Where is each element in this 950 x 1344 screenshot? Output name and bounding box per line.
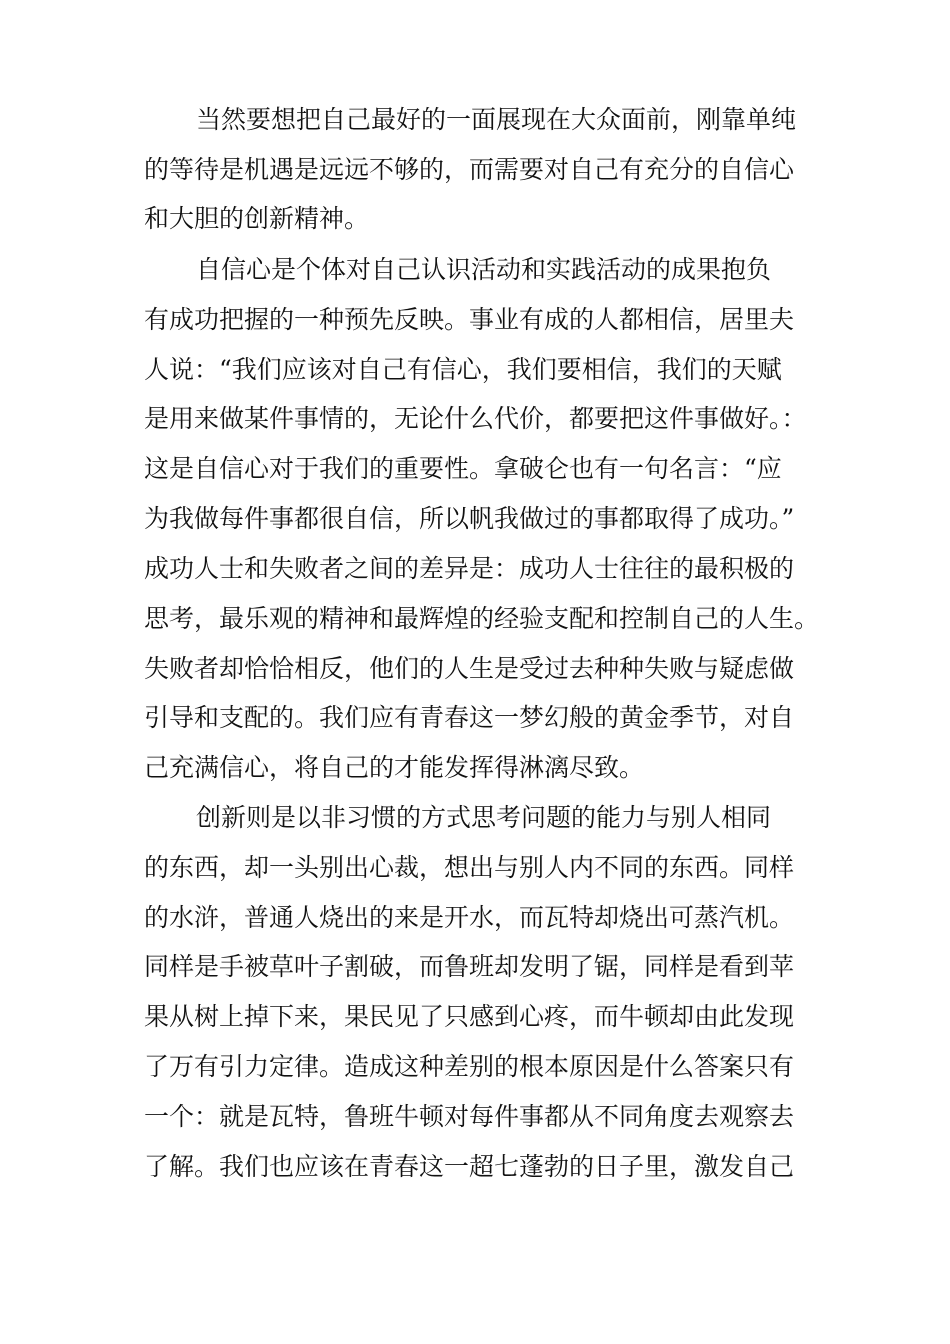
paragraph-2-line-6: 为我做每件事都很自信，所以帆我做过的事都取得了成功。” xyxy=(144,504,795,533)
paragraph-1-line-3: 和大胆的创新精神。 xyxy=(144,204,370,233)
paragraph-3-line-6: 了万有引力定律。造成这种差别的根本原因是什么答案只有 xyxy=(144,1052,795,1081)
paragraph-2-line-3: 人说：“我们应该对自己有信心，我们要相信，我们的天赋 xyxy=(144,355,782,384)
paragraph-1-line-2: 的等待是机遇是远远不够的，而需要对自己有充分的自信心 xyxy=(144,155,795,184)
paragraph-2-line-2: 有成功把握的一种预先反映。事业有成的人都相信，居里夫 xyxy=(144,305,795,334)
paragraph-3-line-2: 的东西，却一头别出心裁，想出与别人内不同的东西。同样 xyxy=(144,853,795,882)
paragraph-2-line-7: 成功人士和失败者之间的差异是：成功人士往往的最积极的 xyxy=(144,554,795,583)
paragraph-2-line-1: 自信心是个体对自己认识活动和实践活动的成果抱负 xyxy=(196,255,772,284)
paragraph-2-line-8: 思考，最乐观的精神和最辉煌的经验支配和控制自己的人生。 xyxy=(144,604,820,633)
paragraph-2-line-5: 这是自信心对于我们的重要性。拿破仑也有一句名言：“应 xyxy=(144,454,782,483)
paragraph-2-line-11: 己充满信心，将自己的才能发挥得淋漓尽致。 xyxy=(144,753,645,782)
paragraph-3-line-4: 同样是手被草叶子割破，而鲁班却发明了锯，同样是看到苹 xyxy=(144,952,795,981)
paragraph-2-line-10: 引导和支配的。我们应有青春这一梦幻般的黄金季节，对自 xyxy=(144,703,795,732)
paragraph-3-line-3: 的水浒，普通人烧出的来是开水，而瓦特却烧出可蒸汽机。 xyxy=(144,903,795,932)
paragraph-3-line-8: 了解。我们也应该在青春这一超七蓬勃的日子里，激发自己 xyxy=(144,1152,795,1181)
paragraph-2-line-4: 是用来做某件事情的，无论什么代价，都要把这件事做好。： xyxy=(144,404,807,433)
paragraph-3-line-7: 一个：就是瓦特，鲁班牛顿对每件事都从不同角度去观察去 xyxy=(144,1102,795,1131)
paragraph-2-line-9: 失败者却恰恰相反，他们的人生是受过去种种失败与疑虑做 xyxy=(144,654,795,683)
paragraph-3-line-1: 创新则是以非习惯的方式思考问题的能力与别人相同 xyxy=(196,803,772,832)
paragraph-1-line-1: 当然要想把自己最好的一面展现在大众面前，刚靠单纯 xyxy=(196,105,797,134)
paragraph-3-line-5: 果从树上掉下来，果民见了只感到心疼，而牛顿却由此发现 xyxy=(144,1002,795,1031)
